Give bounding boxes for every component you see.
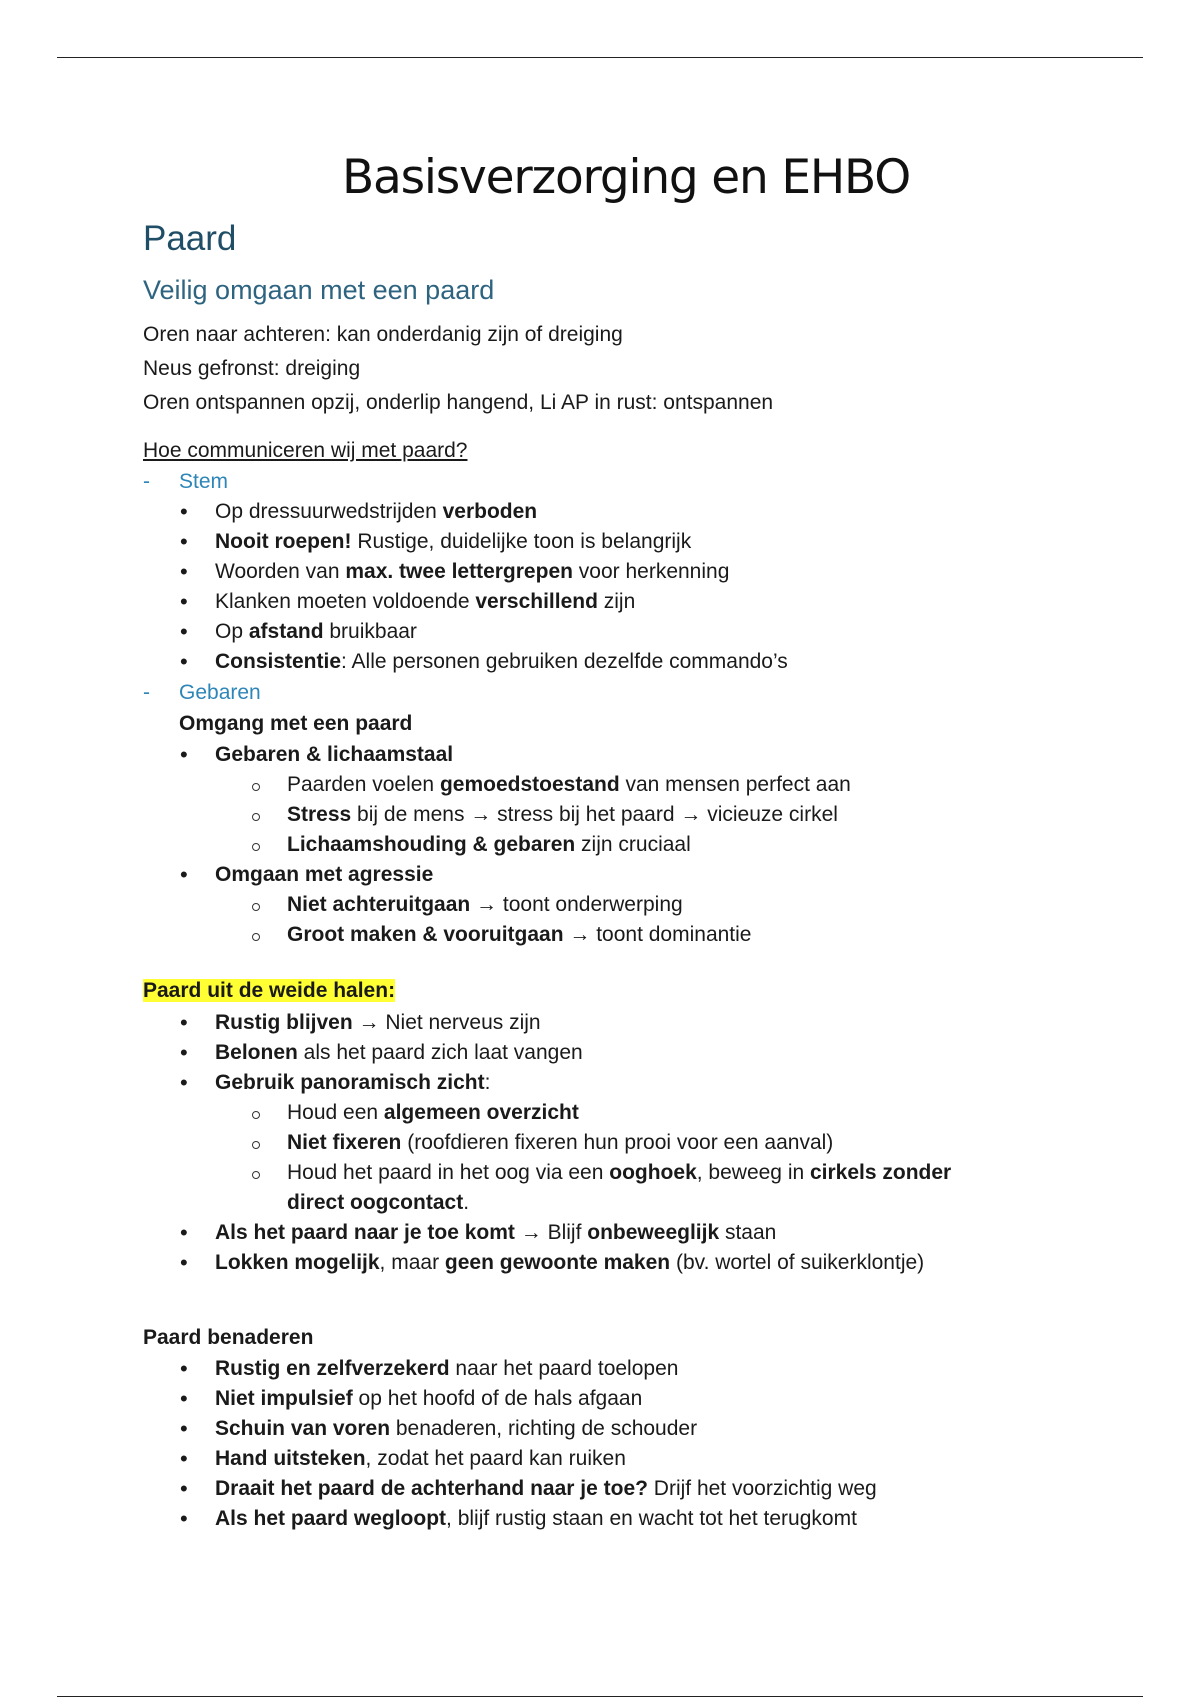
benaderen-heading: Paard benaderen bbox=[143, 1326, 314, 1349]
weide-list bbox=[143, 1008, 1053, 1278]
list-item: • Gebaren & lichaamstaal Paarden voelen gemoedstoestand van mensen perfect aan Stress bij de mens → stress bij het paard → vicieuze cirkel Lichaamshouding & gebaren zijn cruciaal bbox=[143, 740, 1053, 860]
intro-line: Oren naar achteren: kan onderdanig zijn of dreiging bbox=[143, 323, 623, 346]
list-item: • Schuin van voren benaderen, richting de schouder bbox=[143, 1414, 1053, 1444]
bottom-rule bbox=[57, 1696, 1143, 1697]
list-item: • Nooit roepen! Rustige, duidelijke toon is belangrijk bbox=[143, 527, 1053, 557]
sub-list-item: Houd een algemeen overzicht bbox=[143, 1098, 1053, 1128]
list-item: • Gebruik panoramisch zicht: Houd een algemeen overzicht Niet fixeren (roofdieren fixeren hun prooi voor een aanval) Houd het paard in het oog via een ooghoek, beweeg in cirkels zonder direct oogcontact. bbox=[143, 1068, 1053, 1218]
dash-item-stem bbox=[143, 466, 1053, 497]
dash-marker: - bbox=[143, 470, 150, 493]
list-item: • Rustig blijven → Niet nerveus zijn bbox=[143, 1008, 1053, 1038]
intro-line: Oren ontspannen opzij, onderlip hangend, Li AP in rust: ontspannen bbox=[143, 391, 774, 414]
sub-list-item: Niet fixeren (roofdieren fixeren hun prooi voor een aanval) bbox=[143, 1128, 1053, 1158]
list-item: • Draait het paard de achterhand naar je toe? Drijf het voorzichtig weg bbox=[143, 1474, 1053, 1504]
stem-list bbox=[143, 497, 1053, 677]
sub-list-item: Houd het paard in het oog via een ooghoek, beweeg in cirkels zonder direct oogcontact. bbox=[143, 1158, 1053, 1218]
intro-line: Neus gefronst: dreiging bbox=[143, 357, 361, 380]
subsection-heading: Veilig omgaan met een paard bbox=[143, 275, 495, 305]
sub-list-item: Paarden voelen gemoedstoestand van mensen perfect aan bbox=[143, 770, 1053, 800]
list-item: • Lokken mogelijk, maar geen gewoonte maken (bv. wortel of suikerklontje) bbox=[143, 1248, 1053, 1278]
list-item: • Als het paard wegloopt, blijf rustig staan en wacht tot het terugkomt bbox=[143, 1504, 1053, 1534]
sub-list-item: Groot maken & vooruitgaan → toont dominantie bbox=[143, 920, 1053, 950]
dash-label: Gebaren bbox=[179, 681, 261, 704]
list-item: • Op afstand bruikbaar bbox=[143, 617, 1053, 647]
list-item: • Klanken moeten voldoende verschillend zijn bbox=[143, 587, 1053, 617]
sub-list-item: Lichaamshouding & gebaren zijn cruciaal bbox=[143, 830, 1053, 860]
list-item: • Als het paard naar je toe komt → Blijf onbeweeglijk staan bbox=[143, 1218, 1053, 1248]
document-body bbox=[143, 148, 1053, 1534]
document-title: Basisverzorging en EHBO bbox=[341, 150, 910, 205]
sub-list bbox=[143, 1098, 1053, 1218]
list-item: • Rustig en zelfverzekerd naar het paard toelopen bbox=[143, 1354, 1053, 1384]
sub-list-item: Niet achteruitgaan → toont onderwerping bbox=[143, 890, 1053, 920]
sub-list bbox=[143, 890, 1053, 950]
gebaren-list bbox=[143, 740, 1053, 950]
dash-label: Stem bbox=[179, 470, 229, 493]
sub-list bbox=[143, 770, 1053, 860]
list-item: • Consistentie: Alle personen gebruiken dezelfde commando’s bbox=[143, 647, 1053, 677]
sub-list-item: Stress bij de mens → stress bij het paard → vicieuze cirkel bbox=[143, 800, 1053, 830]
weide-heading: Paard uit de weide halen: bbox=[143, 979, 396, 1002]
list-item: • Belonen als het paard zich laat vangen bbox=[143, 1038, 1053, 1068]
communicate-heading: Hoe communiceren wij met paard? bbox=[143, 439, 468, 462]
omgang-heading: Omgang met een paard bbox=[179, 712, 413, 735]
section-heading: Paard bbox=[143, 219, 237, 258]
list-item: • Hand uitsteken, zodat het paard kan ruiken bbox=[143, 1444, 1053, 1474]
benaderen-list bbox=[143, 1354, 1053, 1534]
top-rule bbox=[57, 57, 1143, 58]
list-item: • Woorden van max. twee lettergrepen voor herkenning bbox=[143, 557, 1053, 587]
list-item: • Op dressuurwedstrijden verboden bbox=[143, 497, 1053, 527]
dash-item-gebaren bbox=[143, 677, 1053, 708]
dash-marker: - bbox=[143, 681, 150, 704]
list-item: • Niet impulsief op het hoofd of de hals afgaan bbox=[143, 1384, 1053, 1414]
list-item: • Omgaan met agressie Niet achteruitgaan → toont onderwerping Groot maken & vooruitgaan → toont dominantie bbox=[143, 860, 1053, 950]
